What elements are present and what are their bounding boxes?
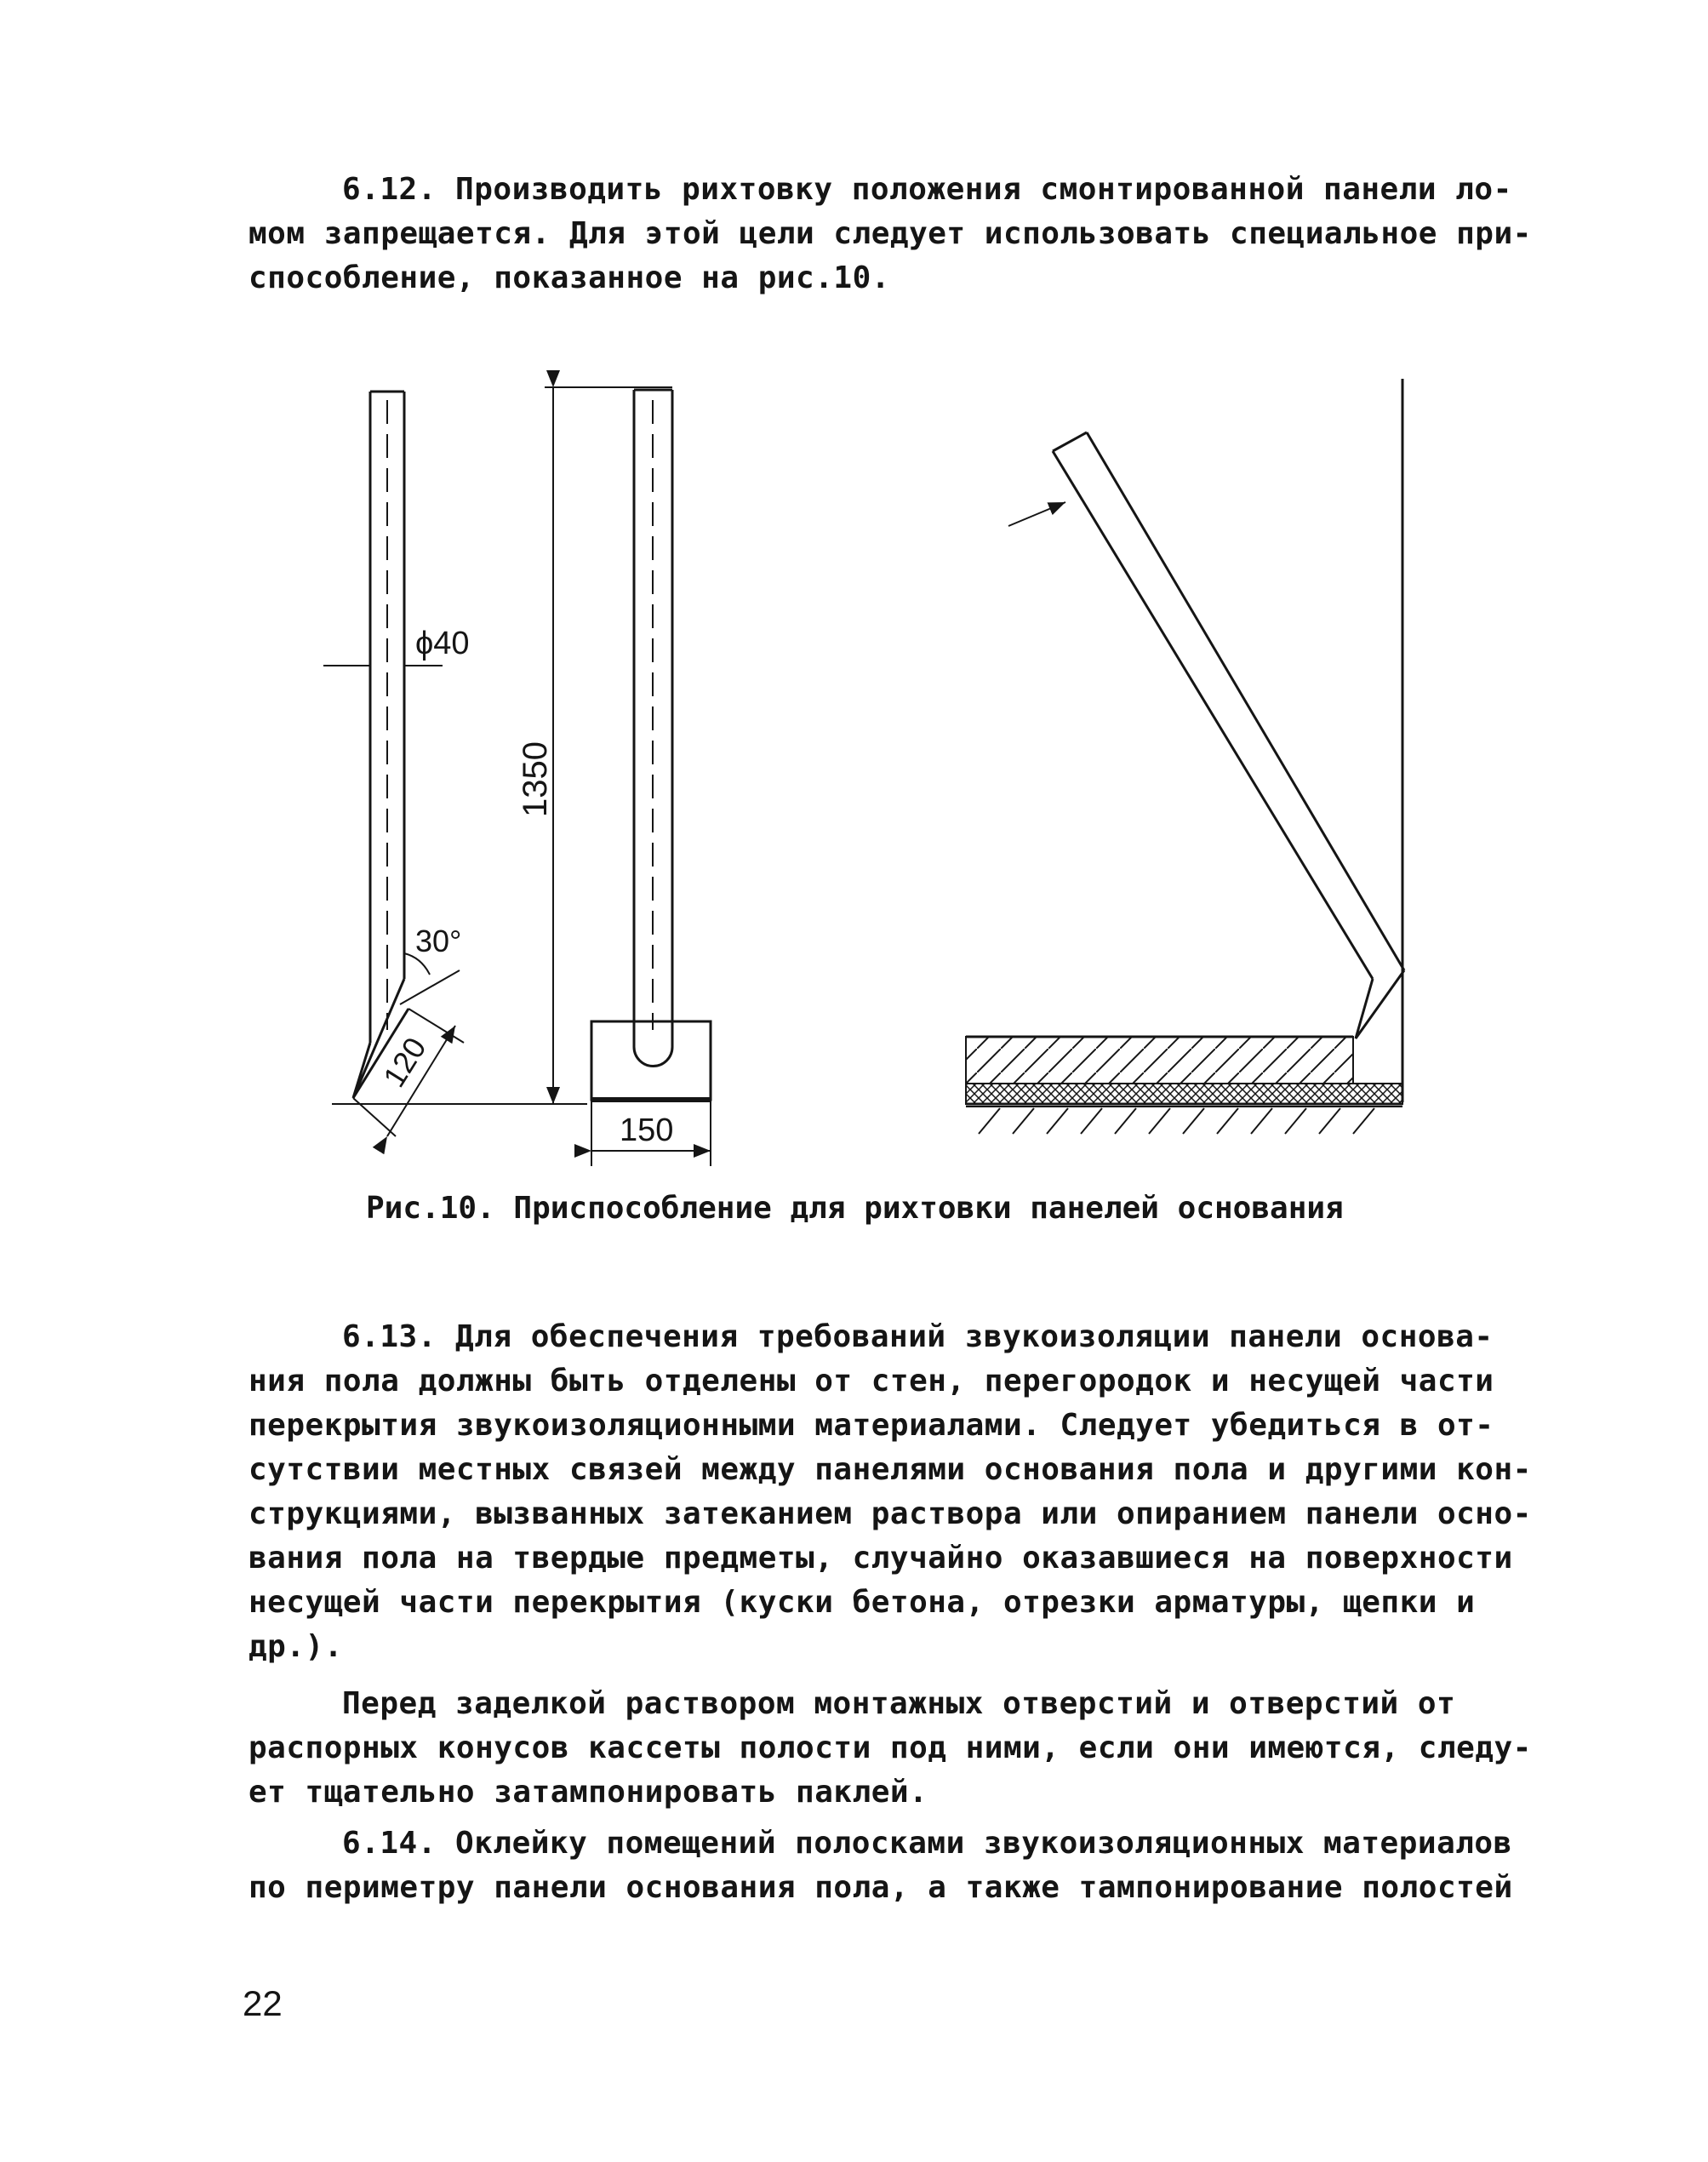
dimension-tip-length: 120: [376, 1031, 433, 1094]
application-scheme: [966, 379, 1404, 1134]
text-line: перекрытия звукоизоляционными материалами. Следует убедиться в от-: [248, 1408, 1494, 1443]
paragraph-6-13-continued: [248, 1682, 1532, 1815]
text-line: сутствии местных связей между панелями основания пола и другими кон-: [248, 1452, 1532, 1487]
text-line: мом запрещается. Для этой цели следует использовать специальное при-: [248, 216, 1532, 251]
text-line: несущей части перекрытия (куски бетона, отрезки арматуры, щепки и: [248, 1585, 1476, 1620]
dimension-foot-width: 150: [620, 1112, 674, 1148]
text-line: распорных конусов кассеты полости под ними, если они имеются, следу-: [248, 1730, 1532, 1765]
dimension-angle: 30°: [415, 924, 462, 958]
paragraph-6-14: [248, 1822, 1513, 1910]
text-line: вания пола на твердые предметы, случайно оказавшиеся на поверхности: [248, 1541, 1513, 1576]
text-line: 6.14. Оклейку помещений полосками звукоизоляционных материалов: [342, 1826, 1512, 1861]
paragraph-6-13: [248, 1315, 1532, 1669]
text-line: др.).: [248, 1629, 343, 1664]
text-line: струкциями, вызванных затеканием раствора или опиранием панели осно-: [248, 1496, 1532, 1531]
tool-front-view: [545, 387, 711, 1166]
dimension-length: 1350: [517, 741, 554, 817]
text-line: 6.12. Производить рихтовку положения смонтированной панели ло-: [342, 172, 1512, 207]
text-line: 6.13. Для обеспечения требований звукоизоляции панели основа-: [342, 1319, 1494, 1354]
text-line: по периметру панели основания пола, а также тампонирование полостей: [248, 1870, 1513, 1905]
dimension-diameter: ϕ40: [415, 626, 470, 661]
text-line: ет тщательно затампонировать паклей.: [248, 1775, 928, 1810]
figure-caption: Рис.10. Приспособление для рихтовки панелей основания: [366, 1191, 1344, 1226]
text-line: Перед заделкой раствором монтажных отверстий и отверстий от: [342, 1686, 1456, 1721]
text-line: способление, показанное на рис.10.: [248, 260, 890, 295]
page-number: 22: [243, 1983, 283, 2023]
text-line: ния пола должны быть отделены от стен, перегородок и несущей части: [248, 1364, 1494, 1398]
